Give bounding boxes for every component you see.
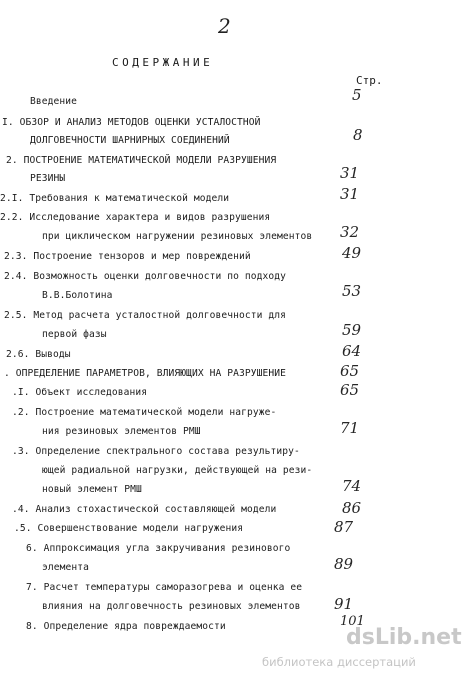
toc-entry-14-line1: .5. Совершенствование модели нагружения xyxy=(14,523,244,534)
toc-entry-5-page: 49 xyxy=(342,244,362,262)
toc-entry-10-page: 65 xyxy=(340,381,360,399)
toc-entry-7-line2: первой фазы xyxy=(42,329,107,340)
toc-entry-14-page: 87 xyxy=(334,518,354,536)
watermark-logo: dsLib.net xyxy=(346,625,462,650)
toc-entry-2-line2: РЕЗИНЫ xyxy=(30,173,66,184)
toc-entry-3-line1: 2.I. Требования к математической модели xyxy=(0,193,230,204)
toc-entry-7-line1: 2.5. Метод расчета усталостной долговечности для xyxy=(4,310,287,321)
toc-entry-4-page: 32 xyxy=(340,223,360,241)
toc-entry-3-page: 31 xyxy=(340,185,360,203)
toc-entry-15-page: 89 xyxy=(334,555,354,573)
toc-entry-12-line2: ющей радиальной нагрузки, действующей на рези- xyxy=(42,465,313,476)
toc-entry-10-line1: .I. Объект исследования xyxy=(12,387,148,398)
watermark-subtitle: библиотека диссертаций xyxy=(262,655,416,669)
toc-entry-4-line2: при циклическом нагружении резиновых элементов xyxy=(42,231,313,242)
toc-entry-9-line1: . ОПРЕДЕЛЕНИЕ ПАРАМЕТРОВ, ВЛИЯЮЩИХ НА РАЗРУШЕНИЕ xyxy=(4,368,287,379)
toc-entry-16-line2: влияния на долговечность резиновых элементов xyxy=(42,601,301,612)
toc-entry-15-line1: 6. Аппроксимация угла закручивания резинового xyxy=(26,543,291,554)
toc-entry-8-line1: 2.6. Выводы xyxy=(6,349,71,360)
toc-entry-2-line1: 2. ПОСТРОЕНИЕ МАТЕМАТИЧЕСКОЙ МОДЕЛИ РАЗРУШЕНИЯ xyxy=(6,155,277,166)
toc-entry-15-line2: элемента xyxy=(42,562,90,573)
toc-entry-6-line1: 2.4. Возможность оценки долговечности по подходу xyxy=(4,271,287,282)
toc-entry-17-page: 101 xyxy=(340,614,365,629)
toc-entry-16-line1: 7. Расчет температуры саморазогрева и оценка ее xyxy=(26,582,303,593)
toc-entry-1-line1: I. ОБЗОР И АНАЛИЗ МЕТОДОВ ОЦЕНКИ УСТАЛОСТНОЙ xyxy=(2,117,261,128)
toc-entry-13-page: 86 xyxy=(342,499,362,517)
toc-entry-6-line2: В.В.Болотина xyxy=(42,290,113,301)
page-number: 2 xyxy=(218,14,231,38)
toc-entry-13-line1: .4. Анализ стохастической составляющей модели xyxy=(12,504,277,515)
watermark xyxy=(262,625,462,675)
toc-entry-2-page: 31 xyxy=(340,164,360,182)
toc-entry-16-page: 91 xyxy=(334,595,354,613)
toc-entry-12-line3: новый элемент РМШ xyxy=(42,484,142,495)
toc-entry-11-line1: .2. Построение математической модели нагруже- xyxy=(12,407,277,418)
toc-entry-7-page: 59 xyxy=(342,321,362,339)
toc-entry-1-line2: ДОЛГОВЕЧНОСТИ ШАРНИРНЫХ СОЕДИНЕНИЙ xyxy=(30,135,230,146)
toc-entry-12-line1: .3. Определение спектрального состава результиру- xyxy=(12,446,300,457)
toc-entry-8-page: 64 xyxy=(342,342,362,360)
toc-entry-0-line1: Введение xyxy=(30,96,78,107)
toc-entry-5-line1: 2.3. Построение тензоров и мер повреждений xyxy=(4,251,251,262)
page-column-header: Стр. xyxy=(356,74,383,87)
toc-entry-11-line2: ния резиновых элементов РМШ xyxy=(42,426,201,437)
toc-entry-1-page: 8 xyxy=(353,126,363,144)
toc-entry-17-line1: 8. Определение ядра повреждаемости xyxy=(26,621,226,632)
toc-entry-11-page: 71 xyxy=(340,419,360,437)
toc-entry-9-page: 65 xyxy=(340,362,360,380)
toc-entry-4-line1: 2.2. Исследование характера и видов разрушения xyxy=(0,212,271,223)
toc-entry-6-page: 53 xyxy=(342,282,362,300)
toc-entry-0-page: 5 xyxy=(352,86,362,104)
toc-entry-12-page: 74 xyxy=(342,477,362,495)
page-title: СОДЕРЖАНИЕ xyxy=(112,56,214,69)
